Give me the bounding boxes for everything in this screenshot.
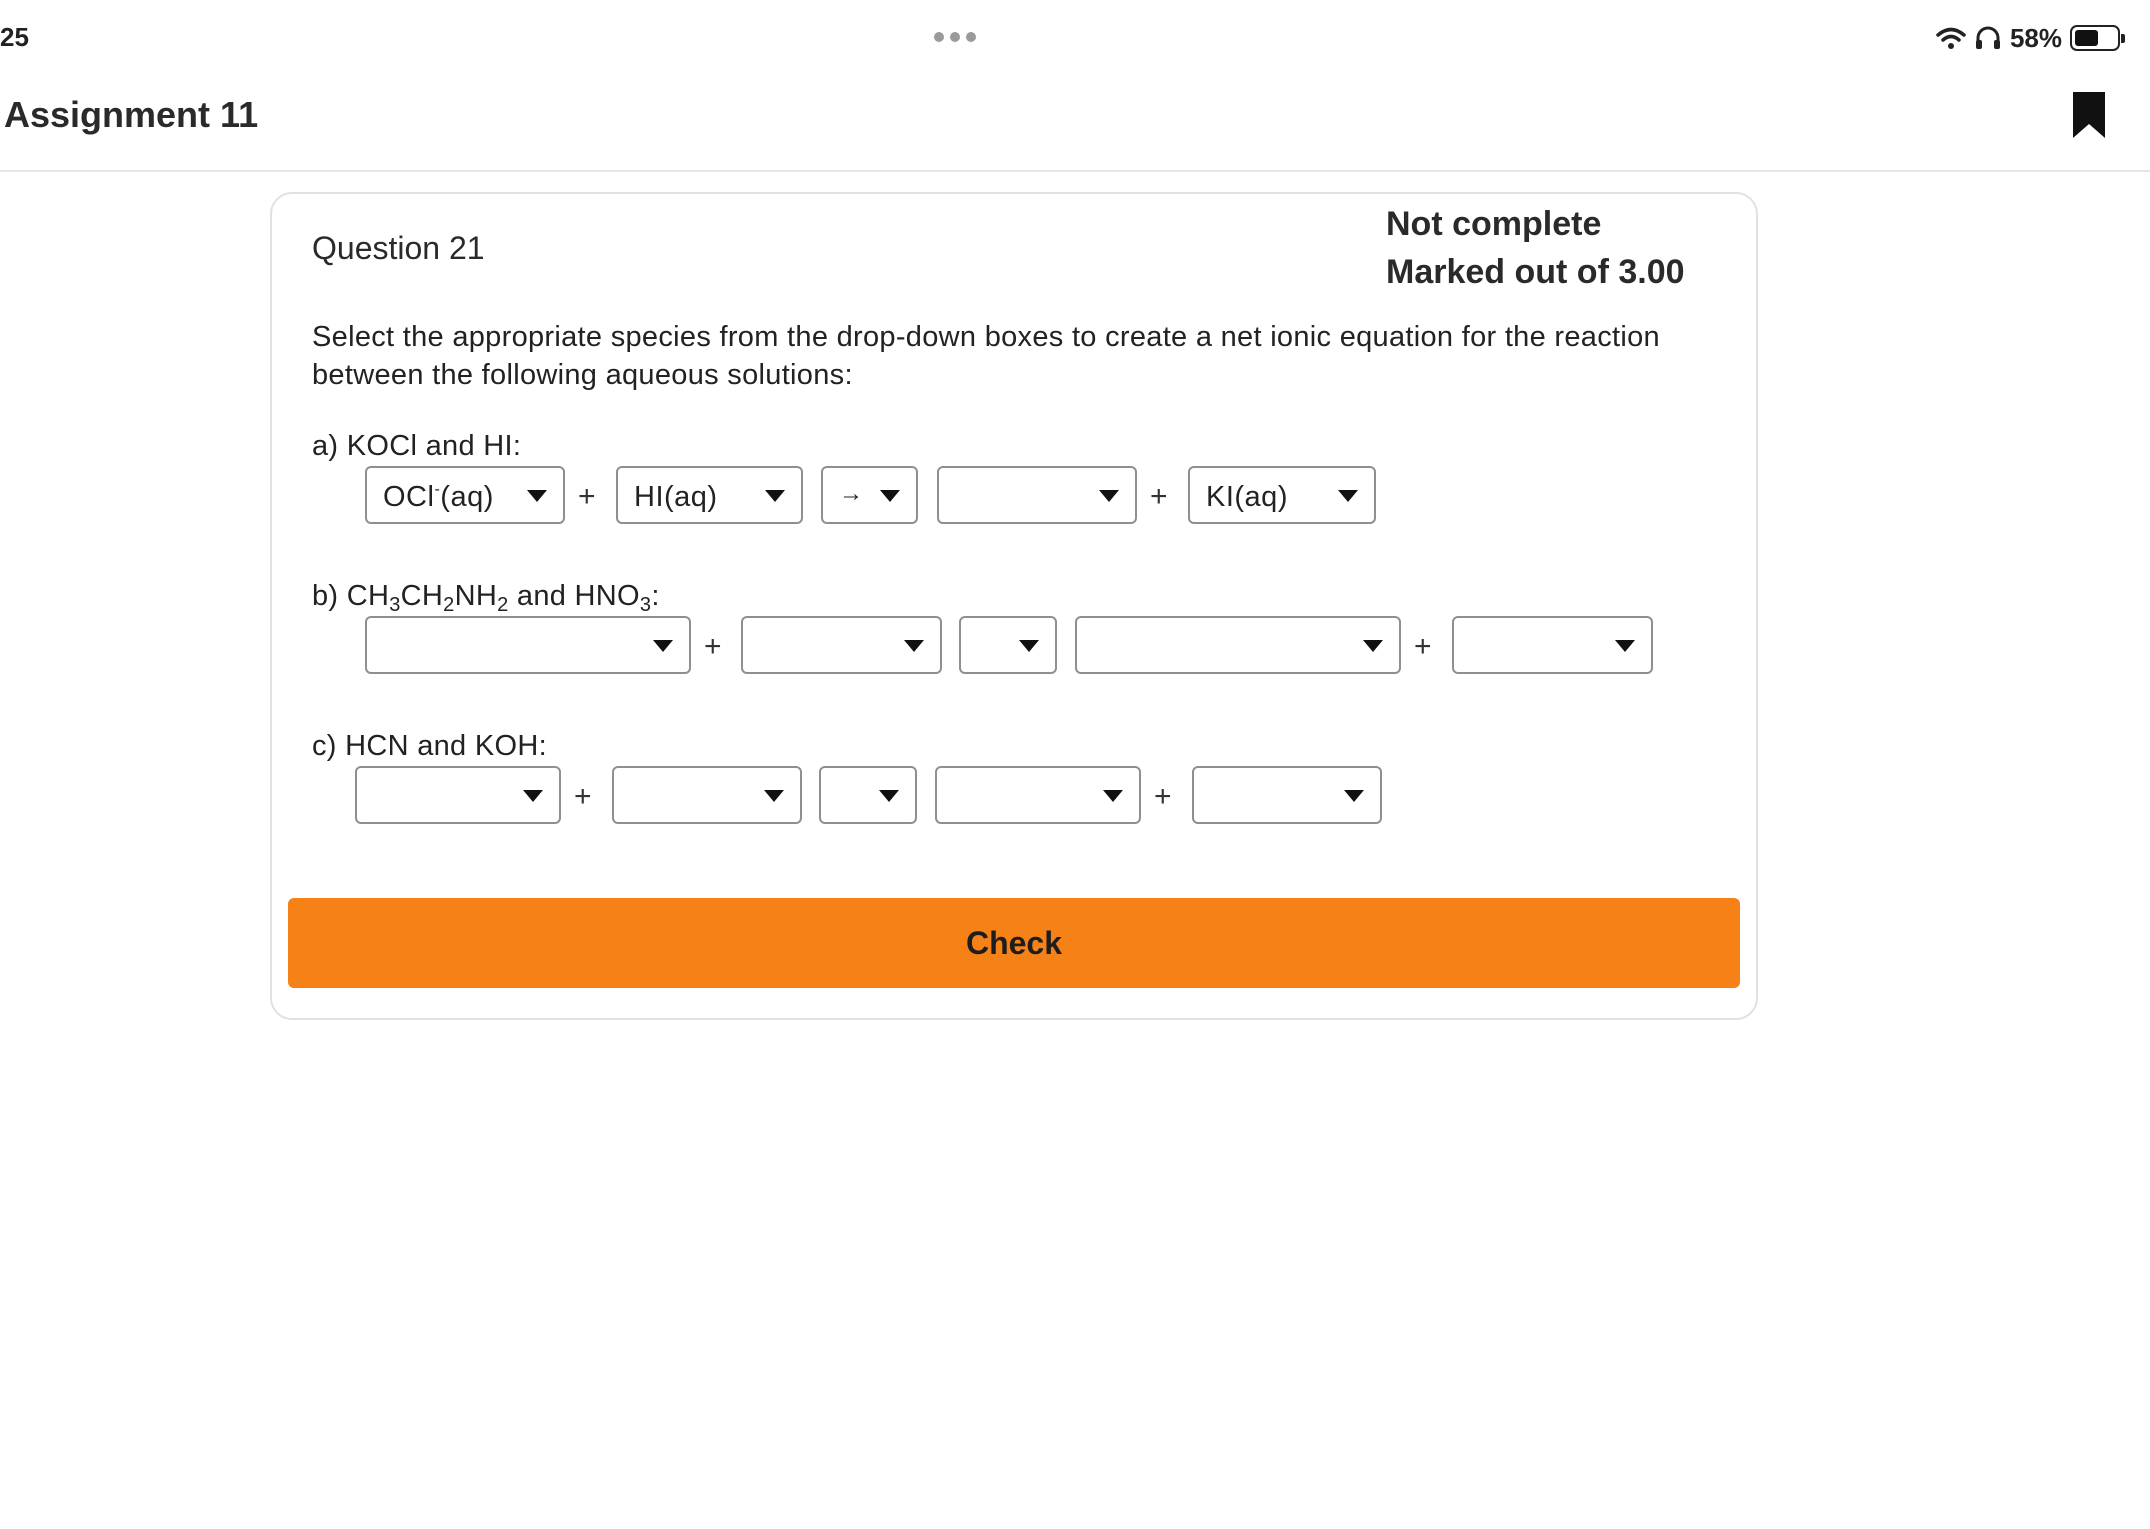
part-c-product2-select[interactable] xyxy=(1192,766,1382,824)
part-b-product1-select[interactable] xyxy=(1075,616,1401,674)
part-c-equation xyxy=(272,766,1760,824)
check-button-label: Check xyxy=(965,924,1063,961)
check-button[interactable] xyxy=(288,898,1740,988)
part-a-equation xyxy=(272,466,1760,524)
page-header xyxy=(0,76,2150,172)
part-a-reactant1-select[interactable] xyxy=(365,466,565,524)
chevron-down-icon xyxy=(1338,490,1358,502)
plus-sign: + xyxy=(1154,780,1172,813)
part-b-label: b) $CH_3CH_2NH_2$ and $HNO_3$: xyxy=(312,580,660,616)
plus-sign: + xyxy=(704,630,722,663)
chevron-down-icon xyxy=(653,640,673,652)
question-card xyxy=(270,192,1758,1020)
chevron-down-icon xyxy=(880,490,900,502)
status-right xyxy=(1936,20,2120,56)
part-c-reactant2-select[interactable] xyxy=(612,766,802,824)
chevron-down-icon xyxy=(1099,490,1119,502)
question-status xyxy=(1386,200,1685,296)
chevron-down-icon xyxy=(1019,640,1039,652)
part-b-arrow-select[interactable] xyxy=(959,616,1057,674)
chevron-down-icon xyxy=(904,640,924,652)
part-a-product2-value: KI(aq) xyxy=(1206,481,1288,513)
part-b-reactant2-select[interactable] xyxy=(741,616,942,674)
battery-icon xyxy=(2070,25,2120,51)
chevron-down-icon xyxy=(879,790,899,802)
part-c-reactant1-select[interactable] xyxy=(355,766,561,824)
chevron-down-icon xyxy=(1344,790,1364,802)
part-c-product1-select[interactable] xyxy=(935,766,1141,824)
part-b-equation xyxy=(272,616,1760,674)
plus-sign: + xyxy=(1414,630,1432,663)
part-b-reactant1-select[interactable] xyxy=(365,616,691,674)
multitasking-dots-icon[interactable] xyxy=(934,32,976,42)
part-a-reactant2-value: HI(aq) xyxy=(634,481,718,513)
headphones-icon xyxy=(1974,25,2002,51)
part-a-arrow-select[interactable] xyxy=(821,466,918,524)
plus-sign: + xyxy=(578,480,596,513)
part-a-reactant2-select[interactable] xyxy=(616,466,803,524)
battery-percent: 58% xyxy=(2009,22,2062,53)
page-title: Assignment 11 xyxy=(4,94,259,135)
part-a-product1-select[interactable] xyxy=(937,466,1137,524)
marks-label: Marked out of 3.00 xyxy=(1386,253,1685,291)
chevron-down-icon xyxy=(1363,640,1383,652)
part-a-reactant1-value: OCl-(aq) xyxy=(383,481,494,513)
plus-sign: + xyxy=(1150,480,1168,513)
chevron-down-icon xyxy=(527,490,547,502)
status-bar xyxy=(0,0,2150,76)
part-a-arrow-value: → xyxy=(839,480,864,507)
chevron-down-icon xyxy=(523,790,543,802)
battery-fill xyxy=(2075,30,2098,46)
status-time: 25 xyxy=(0,22,29,52)
chevron-down-icon xyxy=(765,490,785,502)
part-c-label: c) HCN and KOH: xyxy=(312,730,547,762)
bookmark-icon[interactable] xyxy=(2071,90,2107,140)
chevron-down-icon xyxy=(764,790,784,802)
part-a-label: a) KOCl and HI: xyxy=(312,430,522,462)
part-a-product2-select[interactable] xyxy=(1188,466,1376,524)
chevron-down-icon xyxy=(1103,790,1123,802)
plus-sign: + xyxy=(574,780,592,813)
question-number: Question 21 xyxy=(312,230,485,266)
wifi-icon xyxy=(1936,26,1966,50)
completion-status: Not complete xyxy=(1386,205,1602,243)
part-c-arrow-select[interactable] xyxy=(819,766,917,824)
part-b-product2-select[interactable] xyxy=(1452,616,1653,674)
question-prompt: Select the appropriate species from the drop-down boxes to create a net ionic equation for the reaction between the following aqueous solutions: xyxy=(312,321,1660,391)
chevron-down-icon xyxy=(1615,640,1635,652)
